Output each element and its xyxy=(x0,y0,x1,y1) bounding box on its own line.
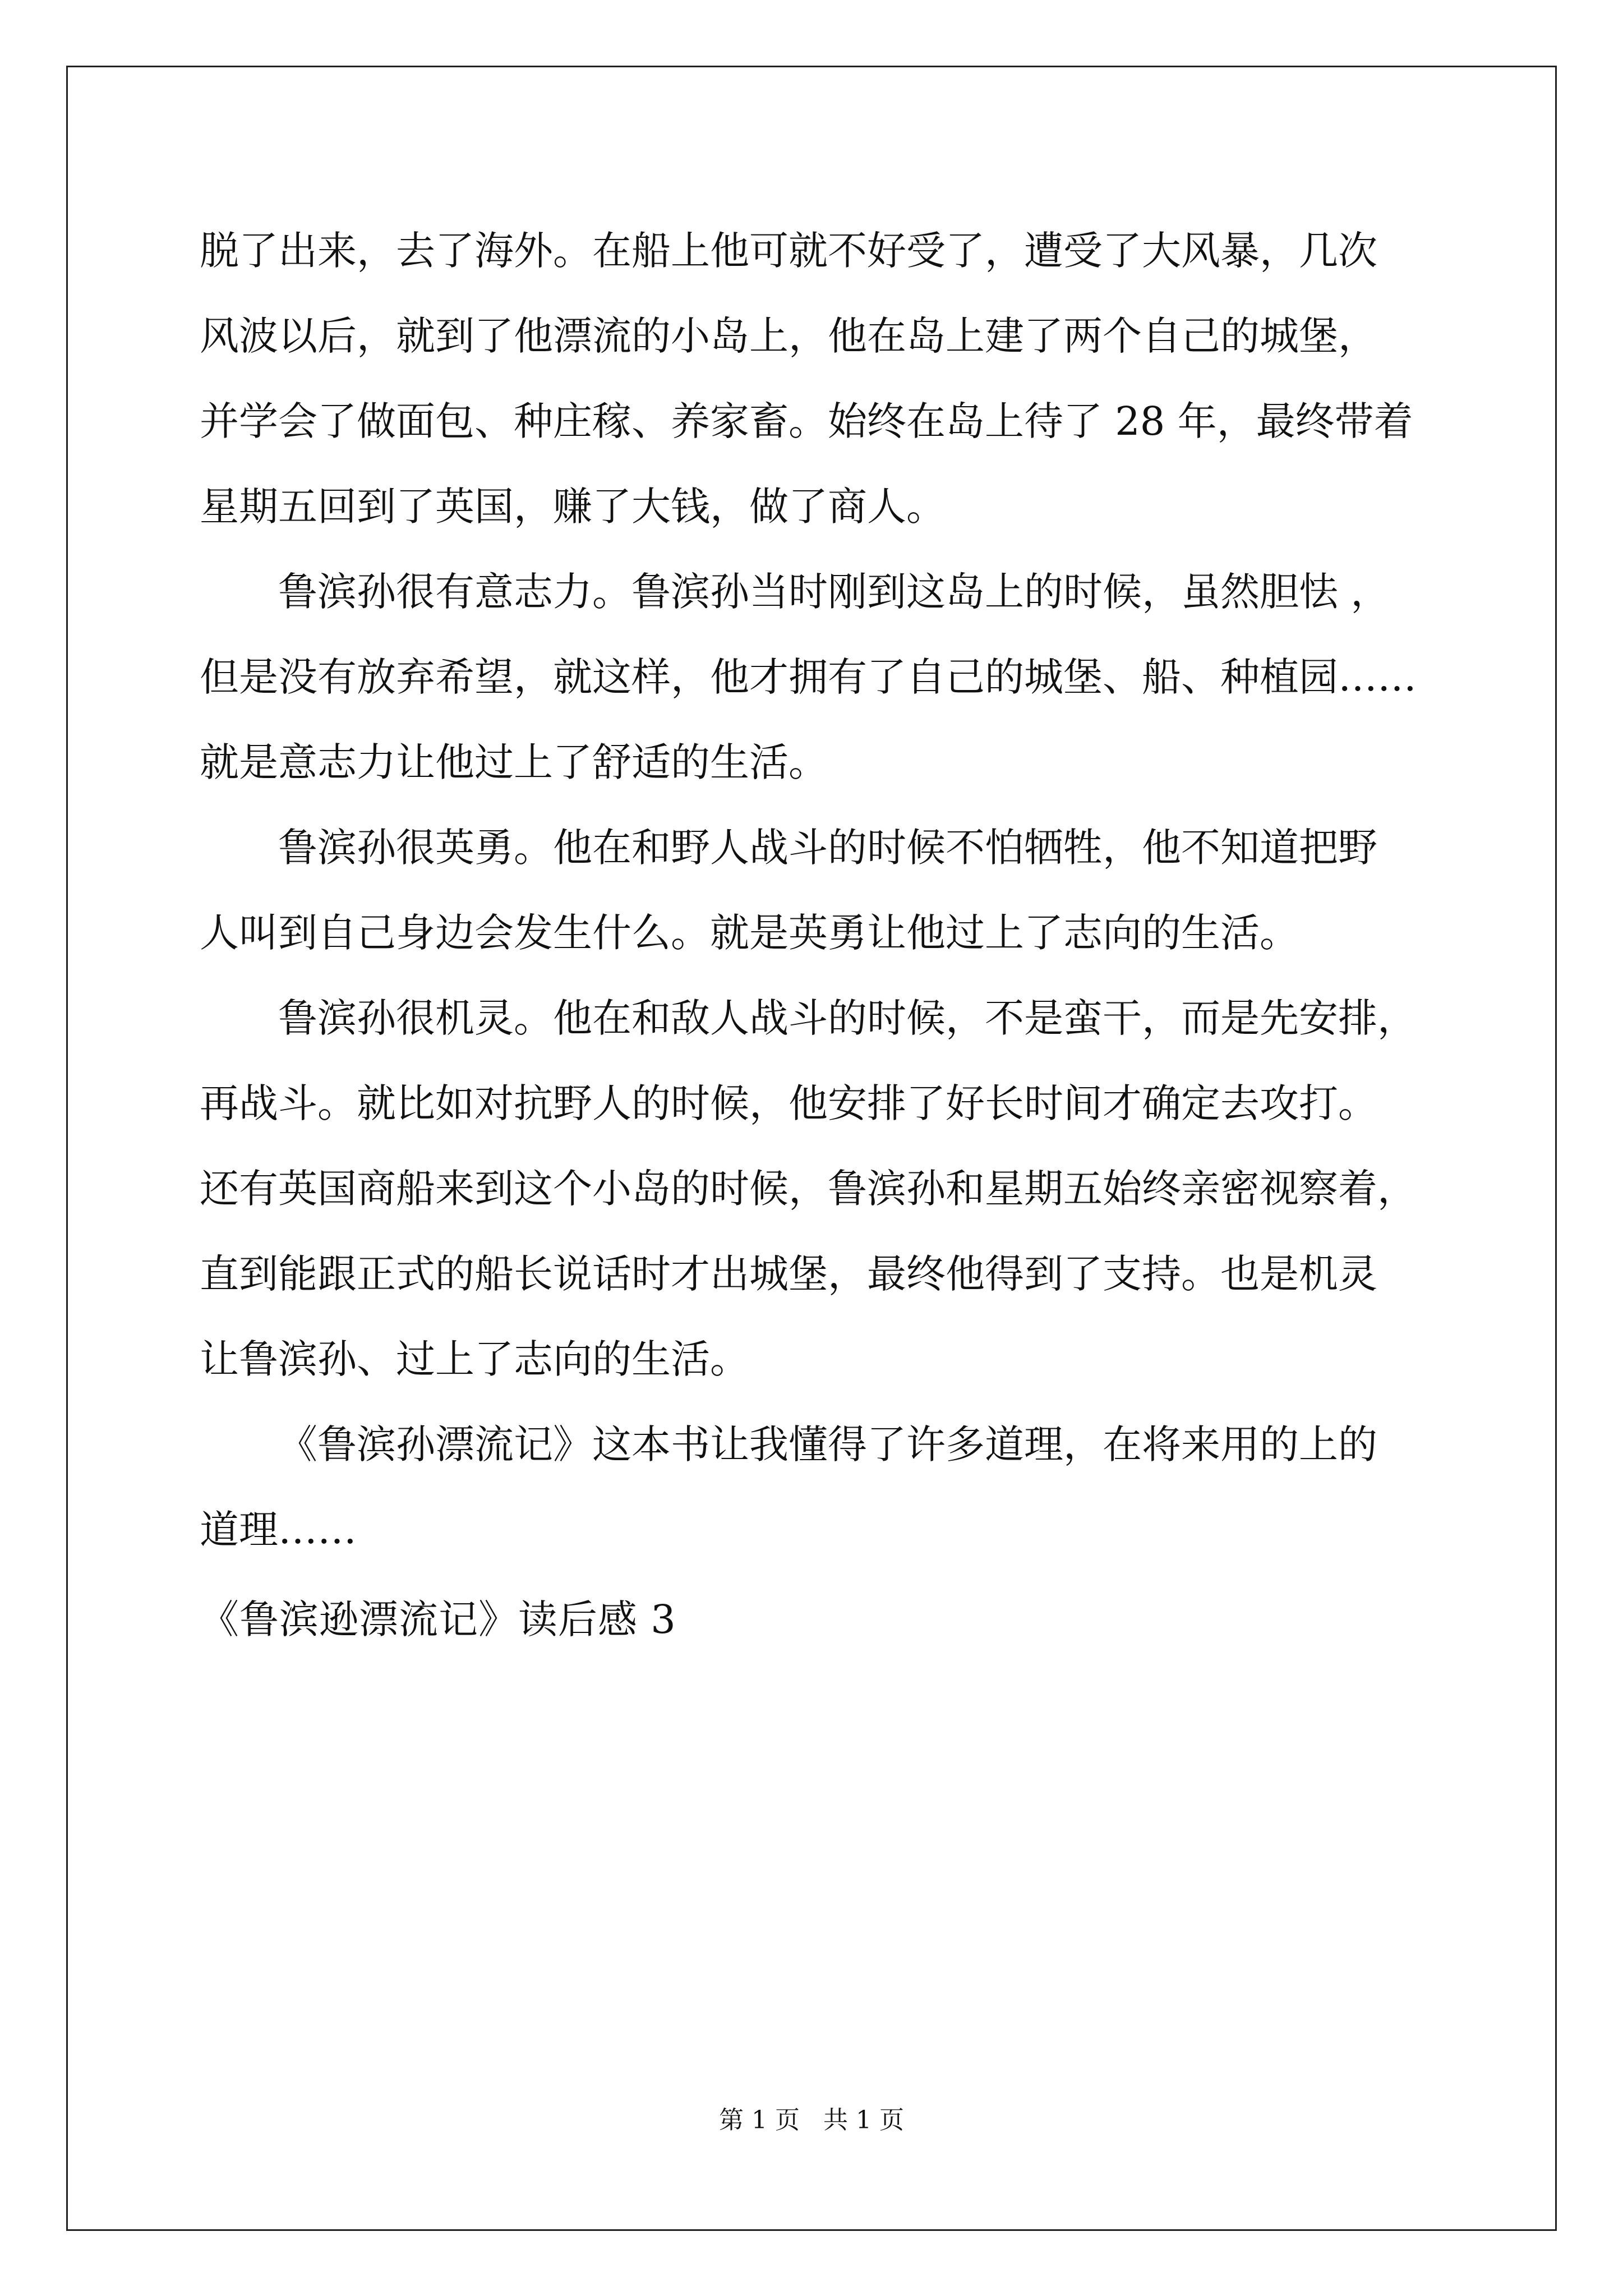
paragraph-first-line: 鲁滨孙很英勇。他在和野人战斗的时候不怕牺牲，他不知道把野 xyxy=(278,825,1377,871)
text-line: 但是没有放弃希望，就这样，他才拥有了自己的城堡、船、种植园…… xyxy=(200,654,1417,700)
text-line: 并学会了做面包、种庄稼、养家畜。始终在岛上待了 28 年，最终带着 xyxy=(200,398,1413,444)
text-line: 人叫到自己身边会发生什么。就是英勇让他过上了志向的生活。 xyxy=(200,910,1299,956)
paragraph-first-line: 鲁滨孙很有意志力。鲁滨孙当时刚到这岛上的时候，虽然胆怯 ， xyxy=(278,569,1390,615)
text-line: 星期五回到了英国，赚了大钱，做了商人。 xyxy=(200,484,946,530)
text-line: 还有英国商船来到这个小岛的时候，鲁滨孙和星期五始终亲密视察着， xyxy=(200,1166,1417,1212)
text-line: 道理…… xyxy=(200,1507,357,1553)
text-line: 直到能跟正式的船长说话时才出城堡，最终他得到了支持。也是机灵 xyxy=(200,1251,1377,1297)
text-line: 风波以后，就到了他漂流的小岛上，他在岛上建了两个自己的城堡， xyxy=(200,313,1377,359)
paragraph-first-line: 《鲁滨孙漂流记》这本书让我懂得了许多道理，在将来用的上的 xyxy=(278,1421,1377,1467)
section-heading: 《鲁滨逊漂流记》读后感 3 xyxy=(200,1596,676,1642)
text-line: 就是意志力让他过上了舒适的生活。 xyxy=(200,739,828,785)
text-line: 脱了出来，去了海外。在船上他可就不好受了，遭受了大风暴，几次 xyxy=(200,228,1377,274)
text-line: 让鲁滨孙、过上了志向的生活。 xyxy=(200,1336,749,1382)
text-line: 再战斗。就比如对抗野人的时候，他安排了好长时间才确定去攻打。 xyxy=(200,1080,1377,1126)
page-footer: 第 1 页 共 1 页 xyxy=(719,2106,904,2134)
paragraph-first-line: 鲁滨孙很机灵。他在和敌人战斗的时候，不是蛮干，而是先安排， xyxy=(278,995,1417,1041)
